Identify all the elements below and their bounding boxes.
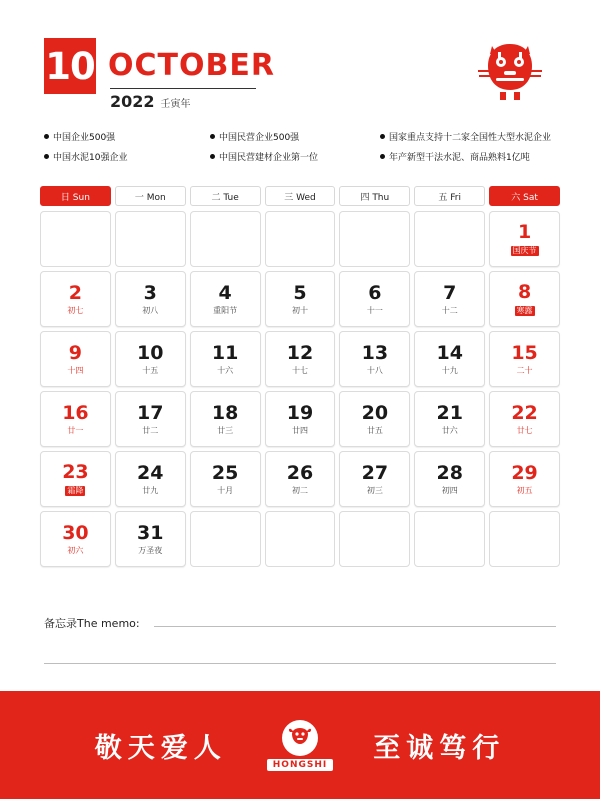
day-lunar-label: 十九 (441, 365, 458, 375)
day-number: 23 (62, 460, 89, 483)
day-lunar-label: 寒露 (516, 305, 533, 315)
day-lunar-label: 初六 (67, 545, 84, 555)
day-cell[interactable] (190, 451, 261, 507)
day-cell[interactable] (190, 271, 261, 327)
day-cell[interactable] (190, 391, 261, 447)
bullet-dot-icon (44, 134, 49, 139)
day-number: 27 (361, 461, 389, 484)
day-lunar-label: 十四 (67, 365, 84, 375)
day-lunar-label: 初七 (67, 305, 84, 315)
page-footer (0, 691, 600, 799)
day-cell[interactable] (115, 271, 186, 327)
day-lunar-label: 初五 (516, 485, 533, 495)
day-cell[interactable] (414, 271, 485, 327)
month-number-badge (44, 38, 96, 94)
year-cn: 壬寅年 (160, 99, 191, 110)
honour-label: 国家重点支持十二家全国性大型水泥企业 (389, 133, 552, 143)
calendar-grid (40, 211, 560, 567)
slogan-right: 至诚笃行 (373, 732, 506, 764)
day-lunar-label: 初四 (441, 485, 458, 495)
day-number: 21 (436, 401, 463, 424)
day-lunar-label: 十月 (217, 485, 234, 495)
day-number: 13 (361, 341, 389, 364)
tiger-papercut-icon (476, 40, 544, 102)
day-number: 5 (293, 281, 307, 304)
honour-label: 中国民营建材企业第一位 (219, 153, 319, 163)
day-cell[interactable] (339, 271, 410, 327)
honours-list (44, 130, 560, 163)
month-number: 10 (45, 44, 95, 88)
day-lunar-label: 重阳节 (213, 305, 238, 315)
day-number: 12 (286, 341, 314, 364)
day-number: 11 (211, 341, 239, 364)
day-number: 16 (62, 401, 89, 424)
weekday-header-0: 日 Sun (40, 186, 111, 206)
calendar (40, 186, 560, 567)
weekday-header-3: 三 Wed (265, 186, 336, 206)
day-lunar-label: 霜降 (67, 485, 84, 495)
day-number: 17 (137, 401, 164, 424)
day-cell[interactable] (265, 391, 336, 447)
day-number: 28 (436, 461, 463, 484)
honour-label: 中国企业500强 (53, 133, 116, 143)
day-cell[interactable] (339, 391, 410, 447)
bullet-dot-icon (210, 154, 215, 159)
bullet-dot-icon (210, 134, 215, 139)
day-number: 15 (511, 341, 538, 364)
day-number: 29 (511, 461, 538, 484)
day-number: 22 (511, 401, 538, 424)
day-cell[interactable] (489, 331, 560, 387)
day-cell-empty (489, 511, 560, 567)
day-cell-empty (339, 211, 410, 267)
honour-item (44, 130, 210, 143)
day-cell[interactable] (265, 451, 336, 507)
day-cell[interactable] (115, 451, 186, 507)
day-cell-empty (265, 211, 336, 267)
weekday-header-4: 四 Thu (339, 186, 410, 206)
day-number: 6 (368, 281, 382, 304)
day-number: 18 (211, 401, 239, 424)
day-cell[interactable] (115, 391, 186, 447)
honour-item (44, 150, 210, 163)
slogan-left: 敬天爱人 (94, 732, 227, 764)
brand-name: HONGSHI (267, 759, 333, 771)
day-cell[interactable] (414, 391, 485, 447)
day-cell[interactable] (489, 391, 560, 447)
day-lunar-label: 十一 (366, 305, 383, 315)
bullet-dot-icon (380, 154, 385, 159)
day-lunar-label: 十二 (441, 305, 458, 315)
bull-logo-icon (282, 720, 318, 756)
day-cell-empty (414, 211, 485, 267)
day-number: 8 (517, 280, 532, 303)
day-number: 10 (137, 341, 164, 364)
month-name-en: OCTOBER (108, 48, 275, 83)
year: 2022 (110, 92, 155, 111)
bullet-dot-icon (44, 154, 49, 159)
day-lunar-label: 廿二 (142, 425, 159, 435)
bullet-dot-icon (380, 134, 385, 139)
day-lunar-label: 十六 (217, 365, 234, 375)
day-cell[interactable] (265, 271, 336, 327)
day-lunar-label: 廿五 (366, 425, 383, 435)
day-lunar-label: 初八 (142, 305, 159, 315)
day-lunar-label: 国庆节 (512, 245, 537, 255)
day-cell[interactable] (40, 391, 111, 447)
day-number: 20 (361, 401, 389, 424)
weekday-header-1: 一 Mon (115, 186, 186, 206)
day-number: 25 (211, 461, 239, 484)
weekday-header-5: 五 Fri (414, 186, 485, 206)
day-cell[interactable] (40, 271, 111, 327)
day-number: 24 (137, 461, 164, 484)
day-cell[interactable] (190, 331, 261, 387)
day-lunar-label: 廿四 (291, 425, 308, 435)
day-cell-empty (40, 211, 111, 267)
page-header (0, 0, 600, 120)
weekday-header-row (40, 186, 560, 206)
day-cell-empty (115, 211, 186, 267)
day-lunar-label: 廿七 (516, 425, 533, 435)
day-cell[interactable] (489, 271, 560, 327)
honour-item (210, 150, 380, 163)
day-number: 9 (68, 341, 83, 364)
day-lunar-label: 廿六 (441, 425, 458, 435)
day-lunar-label: 二十 (516, 365, 533, 375)
day-number: 4 (218, 281, 232, 304)
day-cell[interactable] (115, 331, 186, 387)
day-lunar-label: 初三 (366, 485, 383, 495)
weekday-header-2: 二 Tue (190, 186, 261, 206)
day-cell[interactable] (40, 331, 111, 387)
day-cell[interactable] (40, 511, 111, 567)
day-lunar-label: 廿九 (142, 485, 159, 495)
day-cell[interactable] (265, 331, 336, 387)
day-cell-empty (265, 511, 336, 567)
weekday-header-6: 六 Sat (489, 186, 560, 206)
day-cell[interactable] (115, 511, 186, 567)
day-lunar-label: 十五 (142, 365, 159, 375)
day-number: 1 (517, 220, 532, 243)
memo-section (44, 615, 556, 633)
day-cell-empty (414, 511, 485, 567)
day-lunar-label: 廿一 (67, 425, 84, 435)
day-cell-empty (190, 211, 261, 267)
memo-writing-line[interactable] (154, 626, 556, 627)
day-cell[interactable] (489, 451, 560, 507)
day-lunar-label: 十七 (291, 365, 308, 375)
day-lunar-label: 初二 (291, 485, 308, 495)
day-lunar-label: 万圣夜 (138, 545, 163, 555)
honour-label: 中国民营企业500强 (219, 133, 300, 143)
day-cell[interactable] (339, 451, 410, 507)
honour-label: 中国水泥10强企业 (53, 153, 128, 163)
day-number: 7 (443, 281, 457, 304)
year-line (110, 88, 256, 111)
honour-item (380, 130, 560, 143)
day-number: 26 (286, 461, 314, 484)
memo-title: 备忘录The memo: (44, 617, 140, 630)
day-cell[interactable] (414, 331, 485, 387)
day-cell-empty (339, 511, 410, 567)
day-number: 30 (62, 521, 89, 544)
day-number: 3 (143, 281, 157, 304)
day-lunar-label: 十八 (366, 365, 383, 375)
day-number: 31 (137, 521, 164, 544)
day-lunar-label: 廿三 (217, 425, 234, 435)
day-cell[interactable] (339, 331, 410, 387)
day-cell[interactable] (40, 451, 111, 507)
honour-item (210, 130, 380, 143)
day-cell[interactable] (414, 451, 485, 507)
brand-logo (267, 720, 333, 771)
day-number: 19 (286, 401, 314, 424)
day-number: 14 (436, 341, 463, 364)
memo-writing-line[interactable] (44, 663, 556, 664)
honour-item (380, 150, 560, 163)
day-number: 2 (68, 281, 83, 304)
day-cell[interactable] (489, 211, 560, 267)
day-cell-empty (190, 511, 261, 567)
day-lunar-label: 初十 (291, 305, 308, 315)
honour-label: 年产新型干法水泥、商品熟料1亿吨 (389, 153, 530, 163)
